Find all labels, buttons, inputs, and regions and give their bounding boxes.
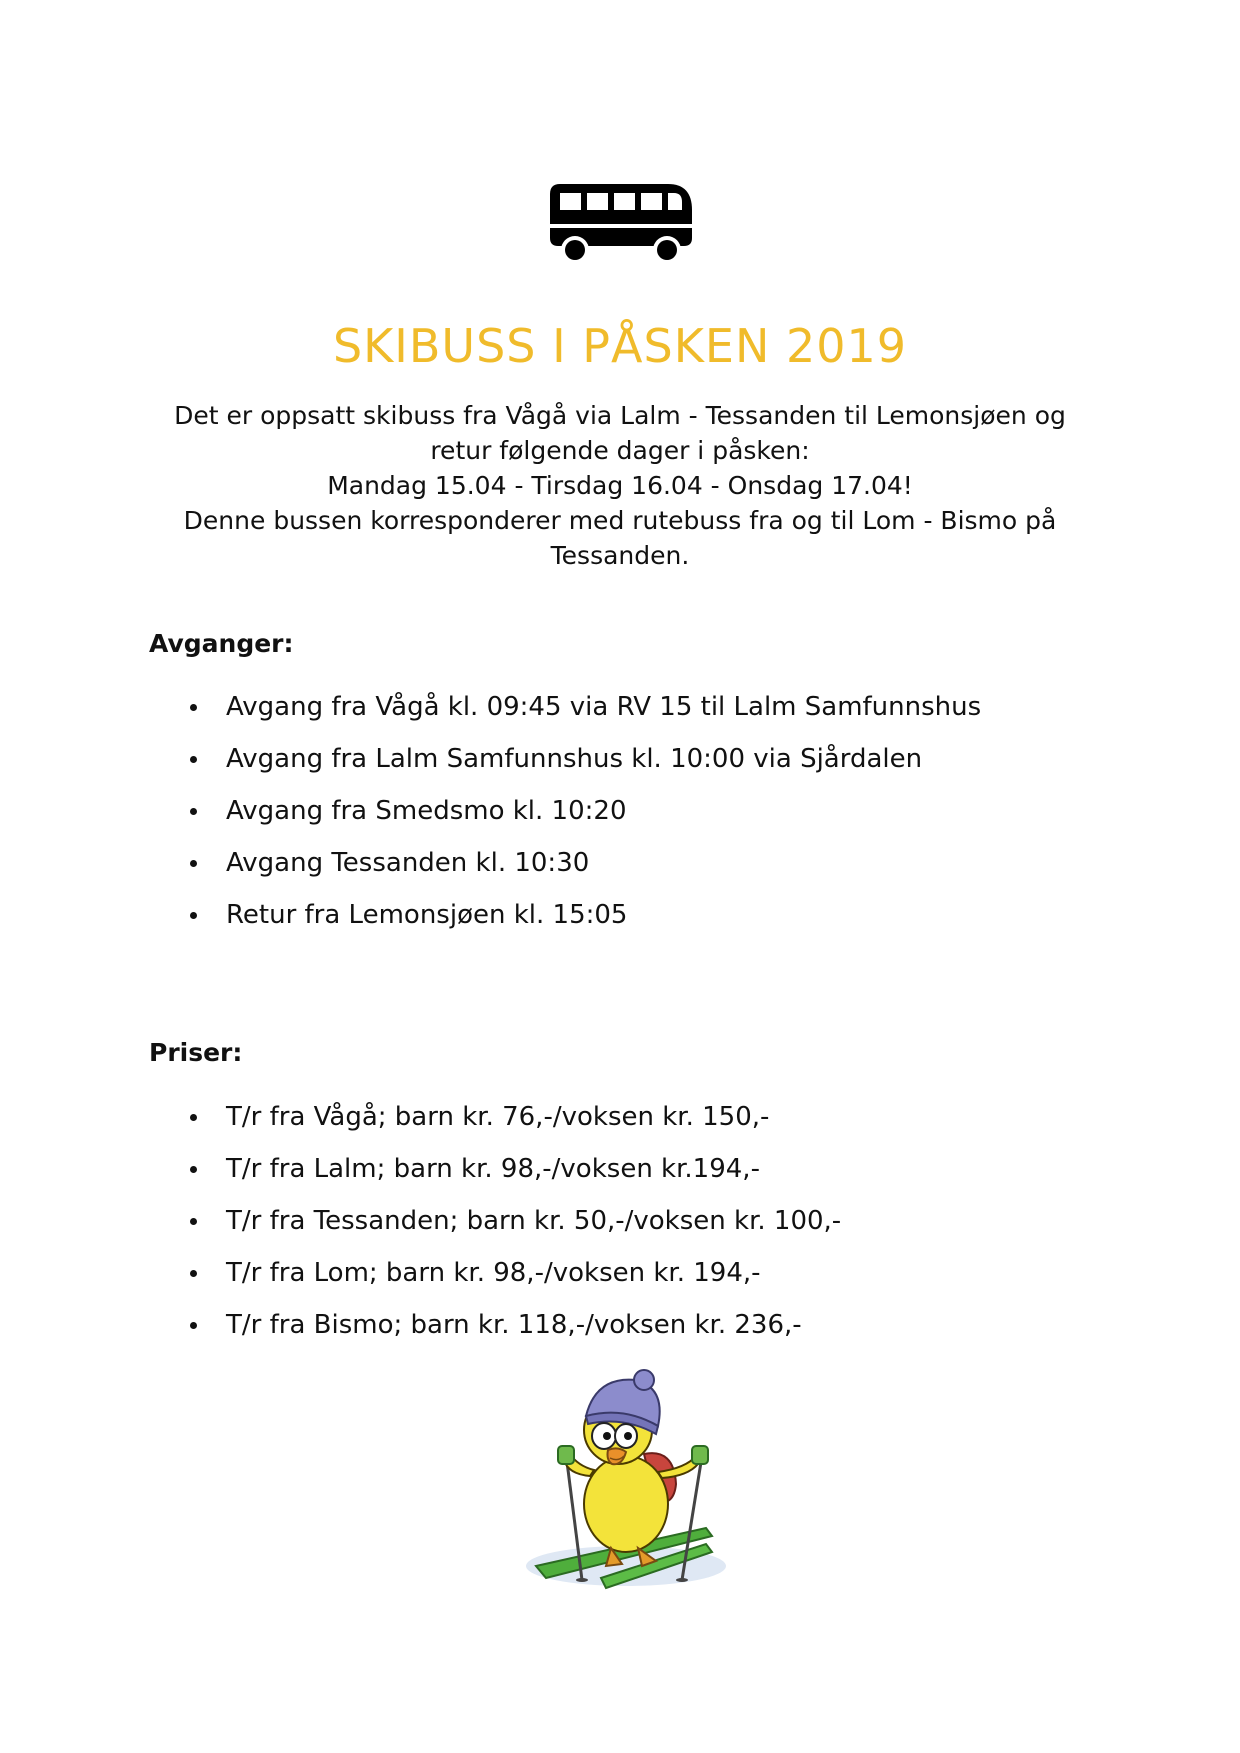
list-item [180, 846, 981, 898]
departures-heading: Avganger: [149, 629, 294, 658]
list-item [180, 794, 981, 846]
intro-line: retur følgende dager i påsken: [430, 436, 810, 465]
bullet-icon [190, 1270, 197, 1277]
bullet-icon [190, 808, 197, 815]
bullet-icon [190, 1166, 197, 1173]
list-item [180, 898, 981, 950]
bus-icon [550, 184, 692, 264]
price-text: T/r fra Lom; barn kr. 98,-/voksen kr. 194,- [226, 1258, 761, 1288]
price-text: T/r fra Tessanden; barn kr. 50,-/voksen kr. 100,- [226, 1206, 842, 1236]
intro-line: Mandag 15.04 - Tirsdag 16.04 - Onsdag 17.04! [327, 471, 913, 500]
intro-line: Det er oppsatt skibuss fra Vågå via Lalm - Tessanden til Lemonsjøen og [174, 401, 1066, 430]
departure-text: Avgang fra Smedsmo kl. 10:20 [226, 796, 627, 826]
departure-text: Avgang fra Lalm Samfunnshus kl. 10:00 via Sjårdalen [226, 744, 923, 774]
departure-text: Avgang Tessanden kl. 10:30 [226, 848, 590, 878]
list-item [180, 742, 981, 794]
skiing-chick-illustration [506, 1366, 742, 1598]
price-text: T/r fra Vågå; barn kr. 76,-/voksen kr. 150,- [226, 1102, 770, 1132]
intro-paragraph [120, 398, 1120, 573]
bullet-icon [190, 704, 197, 711]
prices-heading: Priser: [149, 1038, 243, 1067]
departure-text: Avgang fra Vågå kl. 09:45 via RV 15 til Lalm Samfunnshus [226, 692, 982, 722]
list-item [180, 1308, 841, 1360]
bullet-icon [190, 756, 197, 763]
bullet-icon [190, 912, 197, 919]
list-item [180, 1100, 841, 1152]
bullet-icon [190, 1322, 197, 1329]
list-item [180, 1204, 841, 1256]
list-item [180, 1256, 841, 1308]
list-item [180, 1152, 841, 1204]
intro-line: Denne bussen korresponderer med rutebuss fra og til Lom - Bismo på [183, 506, 1057, 535]
price-text: T/r fra Bismo; barn kr. 118,-/voksen kr. 236,- [226, 1310, 802, 1340]
departure-text: Retur fra Lemonsjøen kl. 15:05 [226, 900, 628, 930]
bullet-icon [190, 1114, 197, 1121]
bullet-icon [190, 860, 197, 867]
list-item [180, 690, 981, 742]
bullet-icon [190, 1218, 197, 1225]
page-title: SKIBUSS I PÅSKEN 2019 [332, 319, 908, 373]
prices-list [180, 1100, 841, 1360]
departures-list [180, 690, 981, 950]
intro-line: Tessanden. [550, 541, 690, 570]
price-text: T/r fra Lalm; barn kr. 98,-/voksen kr.194,- [226, 1154, 760, 1184]
